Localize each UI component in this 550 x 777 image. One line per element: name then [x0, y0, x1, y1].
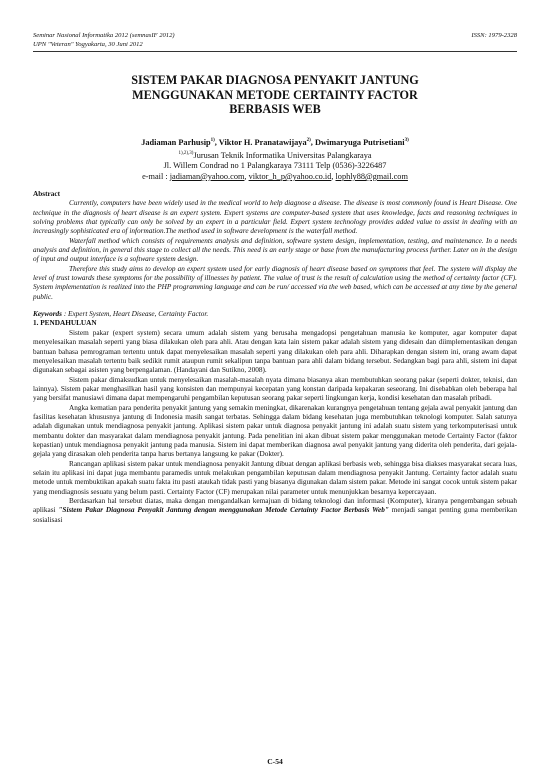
keywords-line [33, 310, 517, 319]
conference-venue: UPN "Veteran" Yogyakarta, 30 Juni 2012 [33, 41, 143, 48]
intro-paragraph-5 [33, 497, 517, 525]
author-1-sup: 1) [210, 138, 215, 143]
author-names: Jadiaman Parhusip$^{1)}$, Viktor H. Pranatawijaya$^{2)}$, Dwimaryuga Putrisetiani$^{3)}$ [141, 137, 409, 147]
intro-paragraph-1: Sistem pakar (expert system) secara umum adalah sistem yang berusaha mengadopsi pengetahuan manusia ke komputer, agar komputer dapat menyelesaikan masalah seperti yang biasa dilakukan oleh para ahli. Atau dengan kata lain sistem pakar adalah sistem yang didesain dan diimplementasikan dengan bantuan bahasa pemrograman tertentu untuk dapat menyelesaikan masalah seperti yang dilakukan oleh para ahli. Diharapkan dengan sistem ini, orang awam dapat menyelesaikan masalah tertentu baik sedikit rumit ataupun rumit sekalipun tanpa bantuan para ahli dalam bidang tersebut. Sedangkan bagi para ahli, sistem ini dapat digunakan sebagai asisten yang berpengalaman. (Handayani dan Sutikno, 2008). [33, 328, 517, 375]
author-2-sup: 2) [306, 138, 311, 143]
conference-name: Seminar Nasional Informatika 2012 (semnasIF 2012) [33, 32, 175, 39]
header-rule [33, 51, 517, 52]
intro-paragraph-3: Angka kematian para penderita penyakit jantung yang semakin meningkat, dikarenakan kurangnya pengetahuan tentang gejala awal penyakit jantung dan fasilitas kesehatan khususnya jantung di Indonesia masih sangat terbatas. Sehingga dalam bidang kesehatan juga membutuhkan teknologi komputer. Salah satunya adalah digunakan untuk mendiagnosa penyakit jantung. Aplikasi sistem pakar untuk diagnosa penyakit jantung ini adalah suatu sistem yang terkomputerisasi untuk membantu dokter dan masyarakat dalam mendiagnosa penyakit jantung. Pada penelitian ini akan dibuat sistem pakar menggunakan metode Certainty Factor (faktor kepastian) untuk mendiagnosa penyakit jantung pada manusia. Sistem ini dapat memberikan diagnosa awal penyakit jantung yang diderita oleh penderita, dari gejala-gejala yang dirasakan oleh penderita tanpa harus bertanya langsung ke pakar (Dokter). [33, 403, 517, 459]
intro-paragraph-5-start: Berdasarkan hal tersebut diatas, maka dengan mengandalkan kemajuan di bidang teknologi dan informasi (Komputer), kiranya pengembangan sebuah aplikasi [33, 497, 517, 515]
email-link-2[interactable]: viktor_h_p@yahoo.co.id [248, 171, 332, 181]
section-heading-pendahuluan: 1. PENDAHULUAN [33, 319, 97, 328]
email-link-3[interactable]: lophly88@gmail.com [335, 171, 408, 181]
author-block [33, 136, 517, 183]
email-line: e-mail : jadiaman@yahoo.com, viktor_h_p@yahoo.co.id, lophly88@gmail.com [142, 171, 408, 181]
affiliation [33, 149, 517, 162]
running-header [33, 31, 517, 40]
keywords-label: Keywords [33, 310, 62, 319]
author-3-sup: 3) [404, 138, 409, 143]
title-line-3: BERBASIS WEB [229, 102, 321, 117]
page-number: C-54 [267, 757, 283, 766]
address: Jl. Willem Condrad no 1 Palangkaraya 73111 Telp (0536)-3226487 [163, 161, 387, 171]
author-3: Dwimaryuga Putrisetiani [314, 137, 405, 147]
keywords-text: : Expert System, Heart Disease, Certainty Factor. [62, 310, 209, 319]
title-line-2: MENGGUNAKAN METODE CERTAINTY FACTOR [132, 87, 418, 102]
author-2: Viktor H. Pranatawijaya [218, 137, 307, 147]
intro-paragraph-2: Sistem pakar dimaksudkan untuk menyelesaikan masalah-masalah nyata dimana biasanya akan membutuhkan seorang pakar (seperti dokter, teknisi, dan lainnya). Sistem pakar menghasilkan hasil yang konsisten dan mempunyai kecepatan yang konstan daripada kepakaran seseorang. Ini disebabkan oleh beberapa hal yang bersifat manusiawi dimana dapat mempengaruhi pengambilan keputusan seorang pakar seperti lingkungan kerja, kondisi kesehatan dan masalah pribadi. [33, 375, 517, 403]
abstract-paragraph-2: Waterfall method which consists of requirements analysis and definition, software system design, implementation, testing, and maintenance. In a needs analysis and definition, in general this stage to collect all the needs. This need is an early stage or base from the manufacturing process further. Later on in the design of input and output interface is a software system design. [33, 236, 517, 264]
paper-body [33, 190, 517, 525]
issn: ISSN: 1979-2328 [471, 32, 517, 39]
abstract-paragraph-3: Therefore this study aims to develop an expert system used for early diagnosis of heart disease based on symptoms that feel. The system will display the level of trust towards these symptoms for the possibility of illnesses by patient. The value of trust is the result of calculation using the method of certainty factor (CF). System implementation is realized into the PHP programming language and can be run/ accessed via the web based, which can be accessed at any time by the general public. [33, 264, 517, 301]
abstract-section [33, 190, 517, 302]
email-label: e-mail : [142, 171, 170, 181]
paper-title [40, 73, 510, 117]
author-1: Jadiaman Parhusip [141, 137, 211, 147]
introduction-section [33, 319, 517, 525]
intro-paragraph-4: Rancangan aplikasi sistem pakar untuk mendiagnosa penyakit Jantung dibuat dengan aplikasi berbasis web, sehingga bisa diakses masyarakat secara luas, selain itu aplikasi ini dapat juga membantu paramedis untuk melakukan pengambilan keputusan dalam mendiagnosa penyakit Jantung. Certainty factor adalah suatu metode untuk membuktikan apakah suatu fakta itu pasti ataukah tidak pasti yang biasanya digunakan dalam sistem pakar. Metode ini sangat cocok untuk sistem pakar yang mendiagnosis sesuatu yang belum pasti. Certainty Factor (CF) merupakan nilai parameter untuk menunjukkan besarnya kepercayaan. [33, 459, 517, 496]
affiliation-sup: 1),2),3) [178, 150, 194, 156]
affiliation-text: Jurusan Teknik Informatika Universitas Palangkaraya [193, 150, 372, 160]
abstract-heading: Abstract [33, 190, 60, 198]
email-link-1[interactable]: jadiaman@yahoo.com [169, 171, 245, 181]
title-line-1: SISTEM PAKAR DIAGNOSA PENYAKIT JANTUNG [131, 73, 419, 87]
intro-paragraph-5-end: menjadi sangat penting guna memberikan sosialisasi [33, 506, 518, 524]
abstract-paragraph-1: Currently, computers have been widely used in the medical world to help diagnose a disease. The disease is most commonly found is Heart Disease. One technique in the diagnosis of heart disease is an expert system. Expert systems are computer-based system that uses knowledge, facts and reasoning techniques in solving problems that typically can only be solved by an expert in a particular field. Expert system technology provides added value to assist in dealing with an increasingly sophisticated era of information.The method used in software development is the waterfall method. [33, 199, 517, 236]
intro-paragraph-5-title: "Sistem Pakar Diagnosa Penyakit Jantung dengan menggunakan Metode Certainty Factor Berbasis Web" [58, 506, 389, 515]
